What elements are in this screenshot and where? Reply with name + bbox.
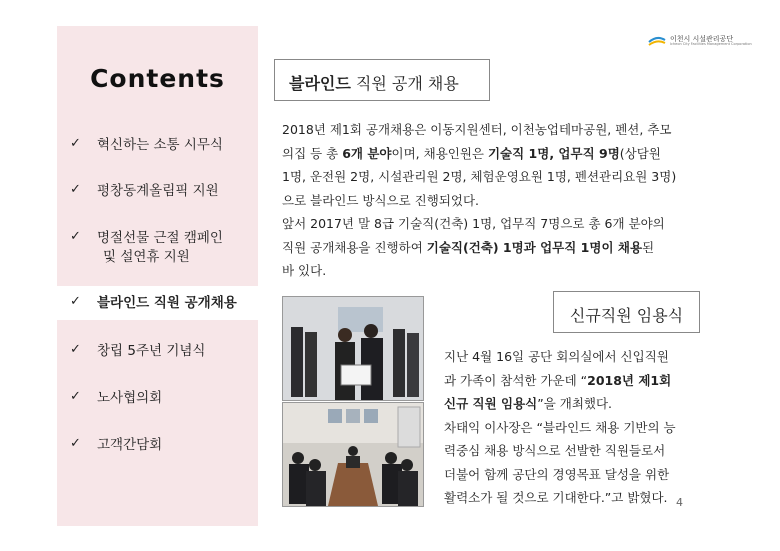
text-bold: 신규 직원 임용식 <box>444 396 538 411</box>
toc-item-label: 노사협의회 <box>97 390 163 406</box>
section-title-bold: 블라인드 <box>289 74 351 93</box>
check-icon: ✓ <box>70 182 81 197</box>
logo-subtitle: Icheon City Facilities Management Corporation <box>670 42 752 46</box>
toc-item-active[interactable] <box>57 286 258 320</box>
toc-item-label: 블라인드 직원 공개채용 <box>97 295 237 311</box>
body-line <box>444 392 676 416</box>
body-line: 활력소가 될 것으로 기대한다.”고 밝혔다. <box>444 490 668 505</box>
body-line: 앞서 2017년 말 8급 기술직(건축) 1명, 업무직 7명으로 총 6개 분야의 <box>282 216 665 231</box>
body-line: 으로 블라인드 방식으로 진행되었다. <box>282 192 480 208</box>
text-run: 과 가족이 참석한 가운데 “ <box>444 372 588 388</box>
text-run: 된 <box>642 239 655 255</box>
meeting-photo-image <box>283 403 423 506</box>
toc-item-label: 평창동계올림픽 지원 <box>97 183 219 199</box>
text-run: ”을 개최했다. <box>537 396 613 411</box>
check-icon: ✓ <box>70 229 81 244</box>
body-line: 더불어 함께 공단의 경영목표 달성을 위한 <box>444 466 670 482</box>
check-icon: ✓ <box>70 136 81 151</box>
check-icon: ✓ <box>70 294 81 309</box>
toc-item-label-cont: 및 설연휴 지원 <box>103 249 190 265</box>
section-title-appointment <box>553 291 700 333</box>
text-run: 직원 공개채용을 진행하여 <box>282 239 427 255</box>
section1-body <box>282 118 676 283</box>
check-icon: ✓ <box>70 436 81 451</box>
section2-body <box>444 345 676 510</box>
body-line <box>282 142 676 166</box>
ceremony-photo-image <box>283 297 423 400</box>
body-line: 차태익 이사장은 “블라인드 채용 기반의 능 <box>444 419 676 435</box>
body-line <box>444 369 676 393</box>
body-line: 바 있다. <box>282 263 327 278</box>
body-line <box>282 236 676 260</box>
logo-icon <box>648 35 666 46</box>
check-icon: ✓ <box>70 389 81 404</box>
text-bold: 6개 분야 <box>342 145 392 161</box>
meeting-photo <box>282 402 424 507</box>
text-run: 이며, 채용인원은 <box>391 145 488 161</box>
section-title-rest: 직원 공개 채용 <box>350 74 459 93</box>
section-title-text: 신규직원 임용식 <box>569 306 684 325</box>
body-line: 2018년 제1회 공개채용은 이동지원센터, 이천농업테마공원, 펜션, 추모 <box>282 122 672 137</box>
body-line: 지난 4월 16일 공단 회의실에서 신입직원 <box>444 349 669 364</box>
check-icon: ✓ <box>70 342 81 357</box>
text-bold: 2018년 제1회 <box>587 372 672 388</box>
text-run: 의집 등 총 <box>282 145 343 161</box>
section-title-blind-hiring <box>274 59 490 101</box>
contents-title: Contents <box>90 64 225 93</box>
section-title-text <box>289 71 459 94</box>
logo-name: 이천시 시설관리공단 <box>670 35 734 43</box>
body-line: 1명, 운전원 2명, 시설관리원 2명, 체험운영요원 1명, 펜션관리요원 3명) <box>282 169 677 184</box>
body-line: 력중심 채용 방식으로 선발한 직원들로서 <box>444 443 666 458</box>
text-bold: 기술직(건축) 1명과 업무직 1명이 채용 <box>426 239 643 255</box>
text-bold: 기술직 1명, 업무직 9명 <box>487 145 620 161</box>
toc-item-label: 창립 5주년 기념식 <box>97 343 206 359</box>
toc-item-label: 혁신하는 소통 시무식 <box>97 137 223 153</box>
ceremony-photo <box>282 296 424 401</box>
toc-item-label: 명절선물 근절 캠페인 <box>97 230 223 246</box>
text-run: (상담원 <box>619 145 661 161</box>
page-number: 4 <box>676 496 683 509</box>
toc-item-label: 고객간담회 <box>97 437 163 453</box>
